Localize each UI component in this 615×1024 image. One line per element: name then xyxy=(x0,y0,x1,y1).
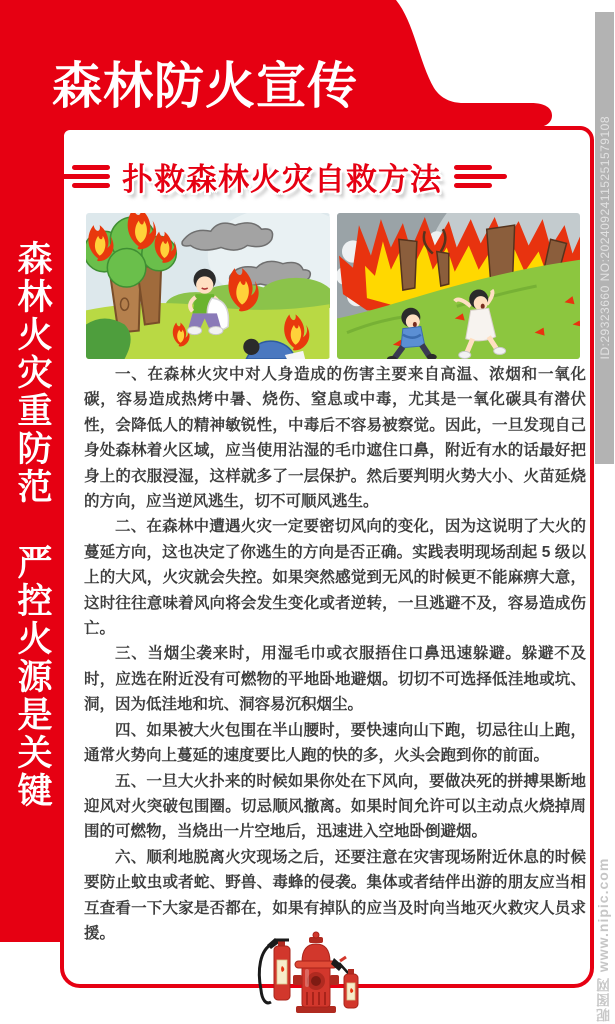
paragraph-5: 五、一旦大火扑来的时候如果你处在下风向，要做决死的拼搏果断地迎风对火突破包围圈。切忌顺风撤离。如果时间允许可以主动点火烧掉周围的可燃物，当烧出一片空地后，迅速进入空地卧倒避烟。 xyxy=(84,772,586,841)
illustration-wet-cloth-scene xyxy=(86,213,330,359)
vertical-slogan: 森林火灾重防范 严控火源是关键 xyxy=(13,240,52,810)
paragraph-1: 一、在森林火灾中对人身造成的伤害主要来自高温、浓烟和一氧化碳，容易造成热烤中暑、烧伤、窒息或中毒，尤其是一氧化碳具有潜伏性，会降低人的精神敏锐性，中毒后不容易被察觉。因此，一旦发现自己身处森林着火区域，应当使用沾湿的毛巾遮住口鼻，附近有水的话最好把身上的衣服浸湿，这样就多了一层保护。然后要判明火势大小、火苗延烧的方向，应当逆风逃生，切不可顺风逃生。 xyxy=(84,366,586,511)
subtitle-row xyxy=(90,154,474,199)
illustration-row xyxy=(86,213,580,359)
stock-id-watermark-text: ID:29323660 NO:20240924115251579108 xyxy=(597,116,612,360)
paragraph-4: 四、如果被大火包围在半山腰时，要快速向山下跑，切忌往山上跑，通常火势向上蔓延的速度要比人跑的快的多，火头会跑到你的前面。 xyxy=(84,721,586,765)
nipic-site-watermark: 昵图网 www.nipic.com xyxy=(595,857,611,1022)
paragraph-2: 二、在森林中遭遇火灾一定要密切风向的变化，因为这说明了大火的蔓延方向，这也决定了你逃生的方向是否正确。实践表明现场刮起 5 级以上的大风，火灾就会失控。如果突然感觉到无风的时候更不能麻痹大意，这时往往意味着风向将会发生变化或者逆转，一旦逃避不及，容易造成伤亡。 xyxy=(84,518,586,638)
left-red-strip xyxy=(0,0,64,942)
illustration-escape-scene xyxy=(337,213,581,359)
self-rescue-instructions xyxy=(84,362,586,946)
subtitle-decoration-left-icon xyxy=(57,165,110,188)
subtitle-decoration-right-icon xyxy=(454,165,507,188)
fire-hydrant-extinguishers-illustration xyxy=(252,928,376,1020)
poster-title: 森林防火宣传 xyxy=(52,58,358,114)
paragraph-6: 六、顺利地脱离火灾现场之后，还要注意在灾害现场附近休息的时候要防止蚊虫或者蛇、野兽、毒蜂的侵袭。集体或者结伴出游的朋友应当相互查看一下大家是否都在，如果有掉队的应当及时向当地灭火救灾人员求援。 xyxy=(84,848,586,942)
stock-id-watermark-bar xyxy=(595,12,614,464)
subtitle-text: 扑救森林火灾自救方法 xyxy=(122,162,442,197)
paragraph-3: 三、当烟尘袭来时，用湿毛巾或衣服捂住口鼻迅速躲避。躲避不及时，应选在附近没有可燃物的平地卧地避烟。切切不可选择低洼地或坑、洞，因为低洼地和坑、洞容易沉积烟尘。 xyxy=(84,645,586,714)
